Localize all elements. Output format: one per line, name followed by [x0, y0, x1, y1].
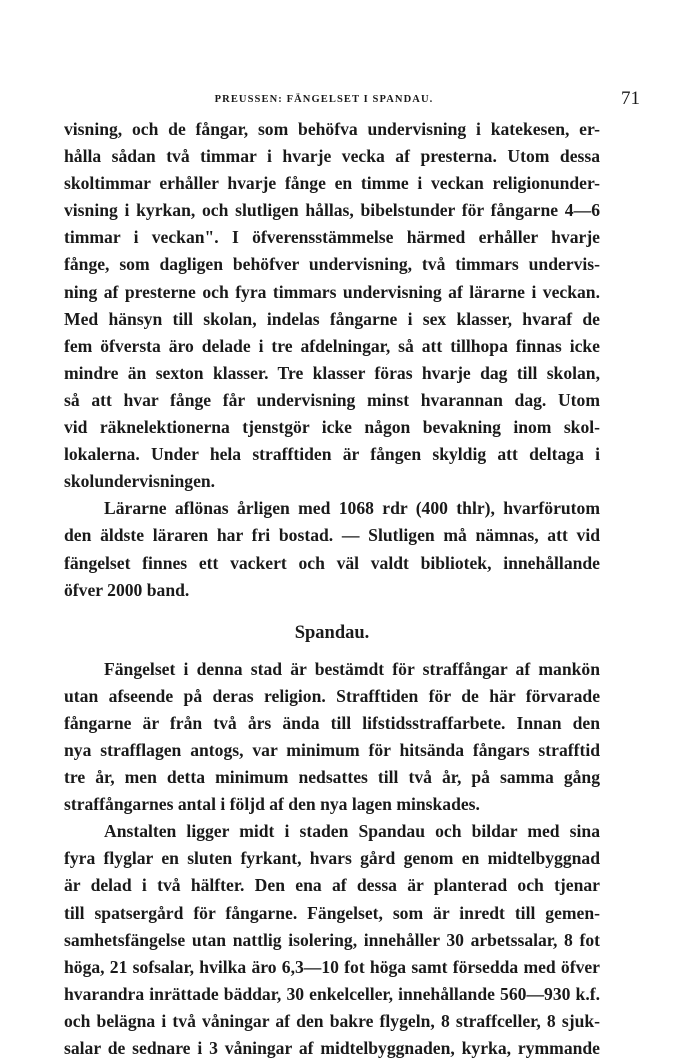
text-line: fyra flyglar en sluten fyrkant, hvars gård genom en midtelbyggnad — [64, 848, 600, 869]
body-text — [64, 116, 600, 1062]
text-line: fängelset finnes ett vackert och väl valdt bibliotek, innehållande — [64, 552, 600, 573]
text-line: nya strafflagen antogs, var minimum för hitsända fångars strafftid — [64, 739, 600, 760]
text-line: hålla sådan två timmar i hvarje vecka af presterna. Utom dessa — [64, 146, 600, 167]
running-header — [64, 88, 644, 114]
text-line: Fängelset i denna stad är bestämdt för straffångar af mankön — [104, 658, 600, 679]
text-line: Lärarne aflönas årligen med 1068 rdr (400 thlr), hvarförutom — [104, 498, 600, 519]
text-line: skolundervisningen. — [64, 471, 216, 492]
text-line: hvarandra inrättade bäddar, 30 enkelceller, innehållande 560—930 k.f. — [64, 983, 600, 1004]
text-line: öfver 2000 band. — [64, 579, 190, 600]
text-line: fånge, som dagligen behöfver undervisning, två timmars undervis- — [64, 254, 600, 275]
text-line: salar de sednare i 3 våningar af midtelbyggnaden, kyrka, rymmande — [64, 1038, 600, 1058]
text-line: visning, och de fångar, som behöfva undervisning i katekesen, er- — [64, 119, 600, 139]
text-line: Med hänsyn till skolan, indelas fångarne i sex klasser, hvaraf de — [64, 308, 600, 329]
text-line: höga, 21 sofsalar, hvilka äro 6,3—10 fot höga samt försedda med öfver — [64, 956, 600, 977]
text-line: samhetsfängelse utan nattlig isolering, innehåller 30 arbetssalar, 8 fot — [64, 929, 600, 950]
section-heading: Spandau. — [294, 622, 370, 643]
text-line: mindre än sexton klasser. Tre klasser föras hvarje dag till skolan, — [64, 362, 600, 383]
text-line: fem öfversta äro delade i tre afdelningar, så att tillhopa finnas icke — [64, 335, 600, 356]
text-line: till spatsergård för fångarne. Fängelset, som är inredt till gemen- — [64, 902, 600, 923]
running-title: PREUSSEN: FÄNGELSET I SPANDAU. — [214, 94, 434, 105]
text-line: fångarne är från två års ända till lifstidsstraffarbete. Innan den — [64, 712, 600, 733]
text-line: straffångarnes antal i följd af den nya lagen minskades. — [64, 794, 480, 815]
text-line: visning i kyrkan, och slutligen hållas, bibelstunder för fångarne 4—6 — [64, 200, 600, 221]
text-line: ning af presterne och fyra timmars undervisning af lärarne i veckan. — [64, 281, 600, 302]
page-number: 71 — [621, 88, 640, 109]
text-line: den äldste läraren har fri bostad. — Slutligen må nämnas, att vid — [64, 525, 600, 546]
paragraph-1 — [64, 116, 600, 495]
text-line: timmar i veckan". I öfverensstämmelse härmed erhåller hvarje — [64, 227, 600, 248]
text-line: vid räknelektionerna tjenstgör icke någon bevakning inom skol- — [64, 417, 600, 438]
text-line: skoltimmar erhåller hvarje fånge en timme i veckan religionunder- — [64, 173, 600, 194]
text-line: lokalerna. Under hela strafftiden är fången skyldig att deltaga i — [64, 444, 600, 465]
text-line: tre år, men detta minimum nedsattes till två år, på samma gång — [64, 767, 600, 788]
text-line: och belägna i två våningar af den bakre flygeln, 8 straffceller, 8 sjuk- — [64, 1010, 600, 1031]
paragraph-3 — [64, 656, 600, 819]
text-line: utan afseende på deras religion. Strafftiden för de här förvarade — [64, 685, 600, 706]
paragraph-2 — [64, 495, 600, 603]
paragraph-4 — [64, 818, 600, 1062]
text-line: så att hvar fånge får undervisning minst hvarannan dag. Utom — [64, 389, 600, 410]
text-line: Anstalten ligger midt i staden Spandau och bildar med sina — [104, 821, 600, 842]
text-line: är delad i två hälfter. Den ena af dessa är planterad och tjenar — [64, 875, 600, 896]
